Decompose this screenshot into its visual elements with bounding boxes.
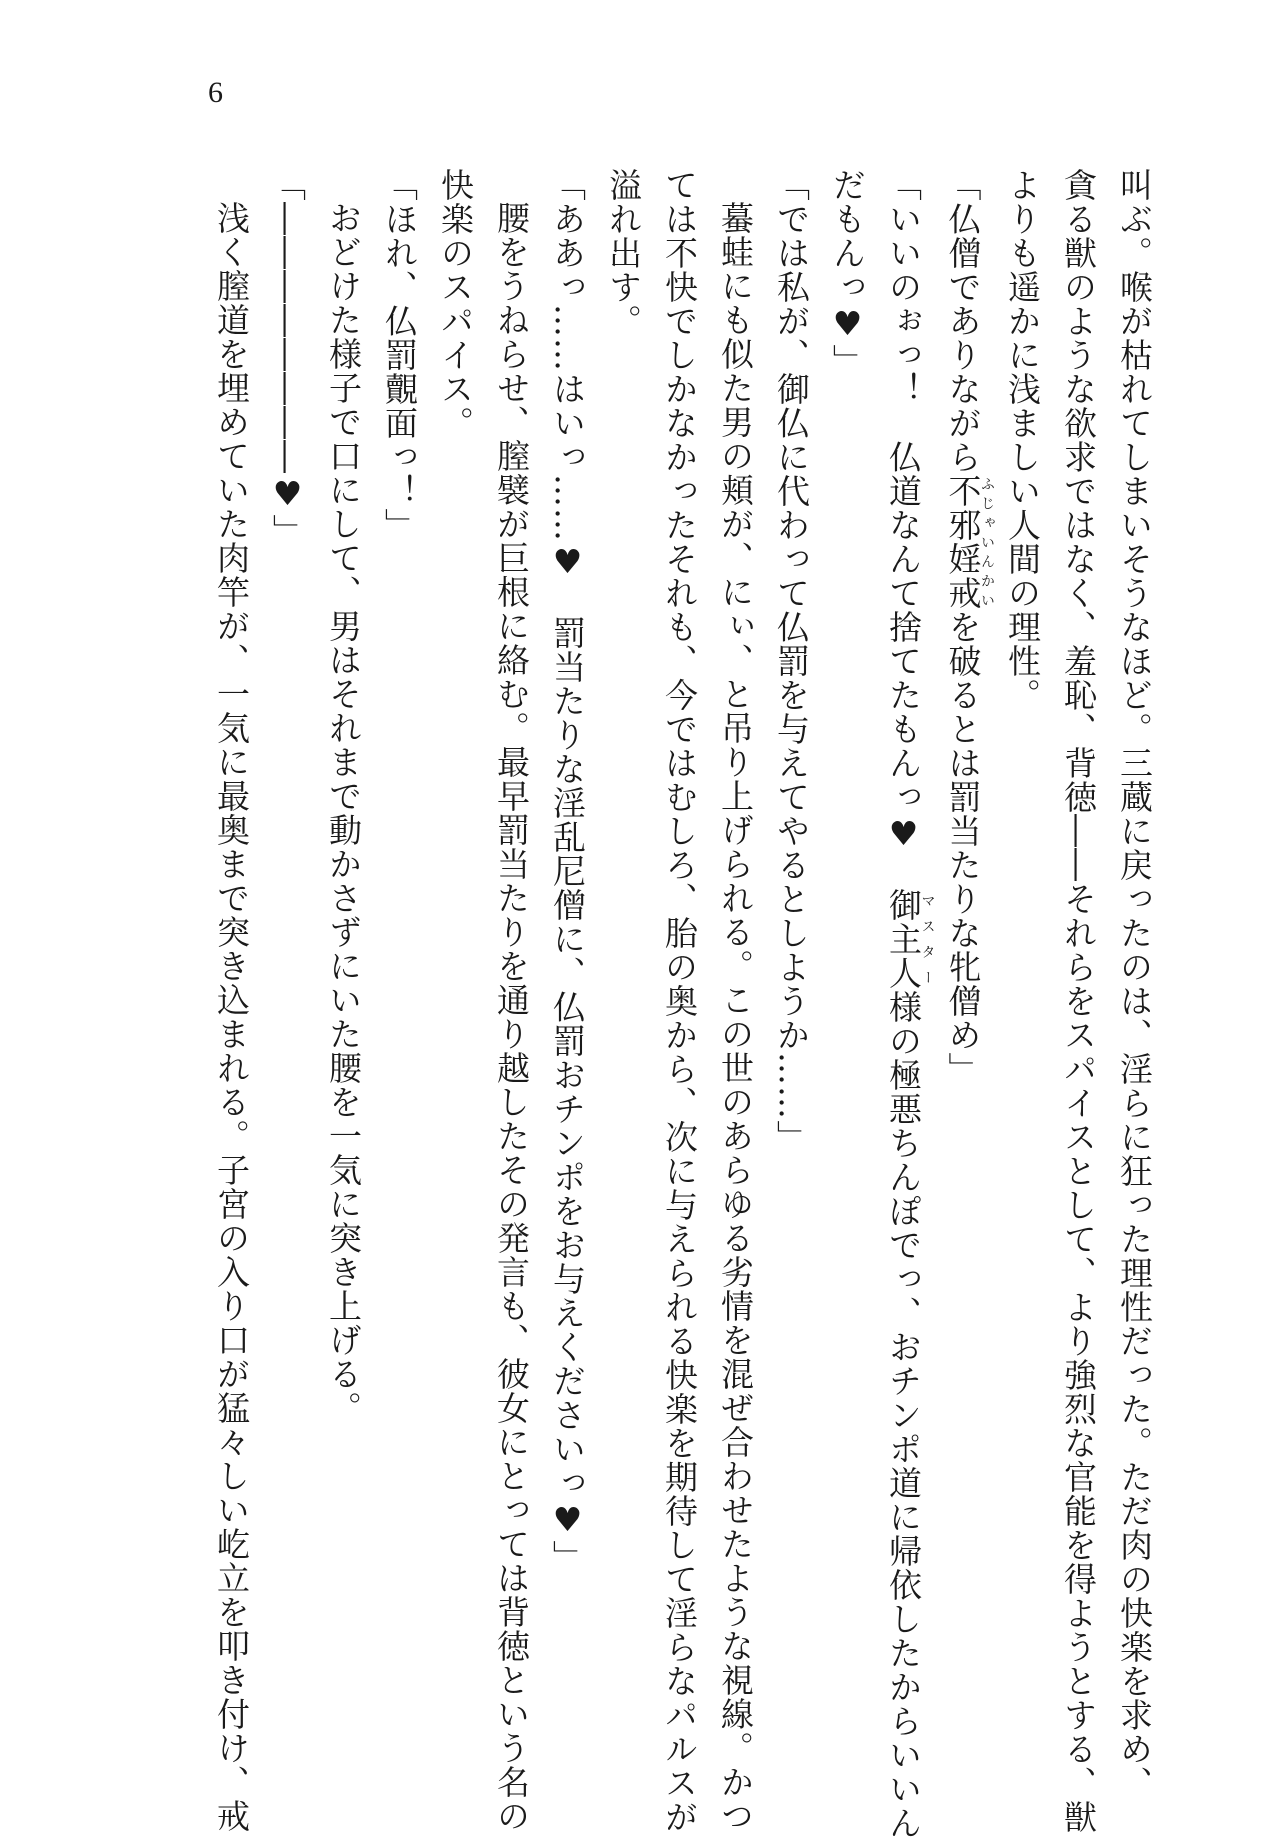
- ruby-annotation: 御主人マスター: [884, 888, 936, 990]
- text-line: だもんっ♥」: [828, 168, 867, 378]
- text-line: 溢れ出す。: [604, 168, 643, 338]
- text-line: 「――――――――♥」: [268, 168, 307, 548]
- text-line: 快楽のスパイス。: [436, 168, 475, 440]
- text-line: 「では私が、御仏に代わって仏罰を与えてやるとしようか……」: [772, 168, 811, 1154]
- text-line: 貪る獣のような欲求ではなく、羞恥、背徳――それらをスパイスとして、より強烈な官能を得ようとする、獣: [1059, 168, 1098, 1834]
- body-text: [203, 168, 1162, 1840]
- text-line: 浅く膣道を埋めていた肉竿が、一気に最奥まで突き込まれる。子宮の入り口が猛々しい屹立を叩き付け、戒: [212, 201, 251, 1833]
- text-line: ては不快でしかなかったそれも、今ではむしろ、胎の奥から、次に与えられる快楽を期待して淫らなパルスが: [660, 168, 699, 1834]
- text-line: よりも遥かに浅ましい人間の理性。: [1003, 168, 1042, 712]
- text-line: 蟇蛙にも似た男の頬が、にぃ、と吊り上げられる。この世のあらゆる劣情を混ぜ合わせたような視線。かつ: [716, 201, 755, 1833]
- text-line: 「ほれ、仏罰覿面っ！」: [380, 168, 419, 542]
- text-line: 腰をうねらせ、膣襞が巨根に絡む。最早罰当たりを通り越したその発言も、彼女にとっては背徳という名の: [492, 201, 531, 1833]
- text-line: 「いいのぉっ！ 仏道なんて捨てたもんっ♥ 御主人マスター様の極悪ちんぽでっ、おチンポ道に帰依したからいいん: [884, 168, 936, 1840]
- text-line: 叫ぶ。喉が枯れてしまいそうなほど。三蔵に戻ったのは、淫らに狂った理性だった。ただ肉の快楽を求め、: [1115, 168, 1154, 1800]
- text-line: おどけた様子で口にして、男はそれまで動かさずにいた腰を一気に突き上げる。: [324, 201, 363, 1425]
- text-line: 「ああっ……はいっ……♥ 罰当たりな淫乱尼僧に、仏罰おチンポをお与えくださいっ♥」: [548, 168, 587, 1574]
- page-number: 6: [208, 76, 223, 109]
- text-line: 「仏僧でありながら不邪婬戒ふじゃいんかいを破るとは罰当たりな牝僧め」: [943, 168, 995, 1086]
- ruby-annotation: 不邪婬戒ふじゃいんかい: [943, 474, 995, 610]
